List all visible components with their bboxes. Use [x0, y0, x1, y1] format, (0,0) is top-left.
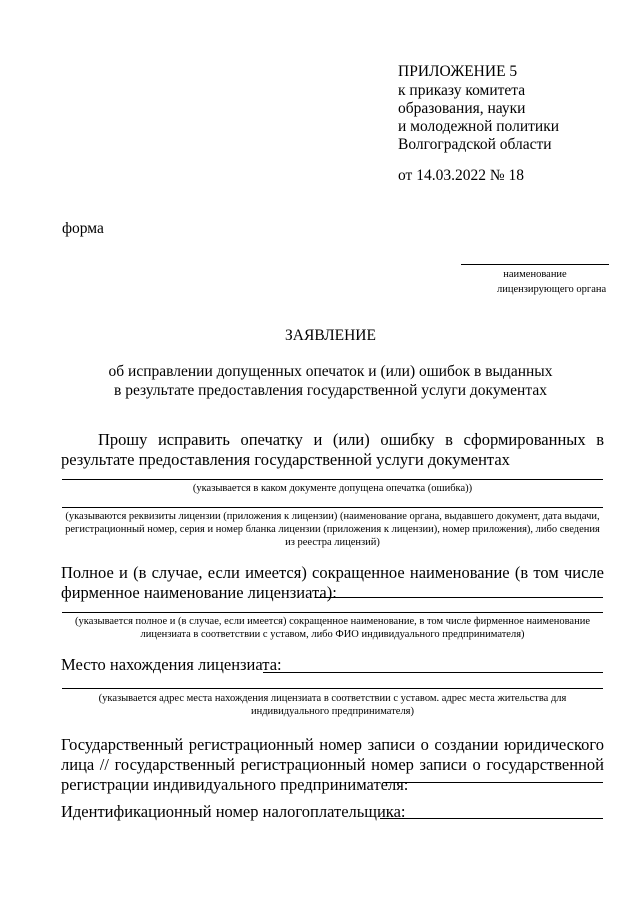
name-field-line[interactable]: [315, 597, 603, 598]
reg-number-text: Государственный регистрационный номер записи о создании юридического лица // государственный регистрационный номер записи о государственной регистрации индивидуального предпринимателя:: [61, 735, 604, 794]
inn-field-line[interactable]: [380, 818, 603, 819]
license-field-line[interactable]: [62, 507, 603, 508]
document-field-line[interactable]: [62, 479, 603, 480]
hint-name: (указывается полное и (в случае, если имеется) сокращенное наименование, в том числе фирменное наименование лицензиата в соответствии с уставом, либо ФИО индивидуального предпринимателя): [75, 616, 590, 640]
hint-location: (указывается адрес места нахождения лицензиата в соответствии с уставом. адрес места жительства для индивидуального предпринимателя): [98, 693, 567, 717]
reg-number-field-line[interactable]: [383, 782, 603, 783]
name-field-line-2[interactable]: [62, 612, 603, 613]
name-field-text: Полное и (в случае, если имеется) сокращенное наименование (в том числе фирменное наименование лицензиата):: [61, 563, 604, 602]
hint-document: (указывается в каком документе допущена опечатка (ошибка)): [192, 483, 473, 494]
inn-label: Идентификационный номер налогоплательщика:: [61, 802, 406, 821]
appendix-line: и молодежной политики: [398, 118, 560, 135]
recipient-line: [461, 264, 609, 265]
document-subheading: в результате предоставления государственной услуги документах: [114, 382, 547, 399]
document-heading: ЗАЯВЛЕНИЕ: [285, 327, 376, 344]
form-label: форма: [62, 220, 104, 237]
recipient-caption: наименование: [503, 269, 567, 280]
appendix-date: от 14.03.2022 № 18: [398, 167, 524, 184]
appendix-title: ПРИЛОЖЕНИЕ 5: [398, 63, 518, 80]
appendix-line: Волгоградской области: [398, 136, 552, 153]
document-subheading: об исправлении допущенных опечаток и (или) ошибок в выданных: [108, 363, 553, 380]
location-field-line-2[interactable]: [62, 688, 603, 689]
hint-license: (указываются реквизиты лицензии (приложения к лицензии) (наименование органа, выдавшего документ, дата выдачи, регистрационный номер, серия и номер бланка лицензии (приложения к лицензии), номер приложения), либо сведения из реестра лицензий): [65, 511, 600, 548]
recipient-caption: лицензирующего органа: [497, 284, 607, 295]
request-paragraph: Прошу исправить опечатку и (или) ошибку в сформированных в результате предоставления государственной услуги документах: [61, 430, 604, 469]
location-label: Место нахождения лицензиата:: [61, 655, 282, 674]
location-field-line[interactable]: [263, 672, 603, 673]
appendix-line: образования, науки: [398, 100, 526, 117]
appendix-line: к приказу комитета: [398, 82, 526, 99]
